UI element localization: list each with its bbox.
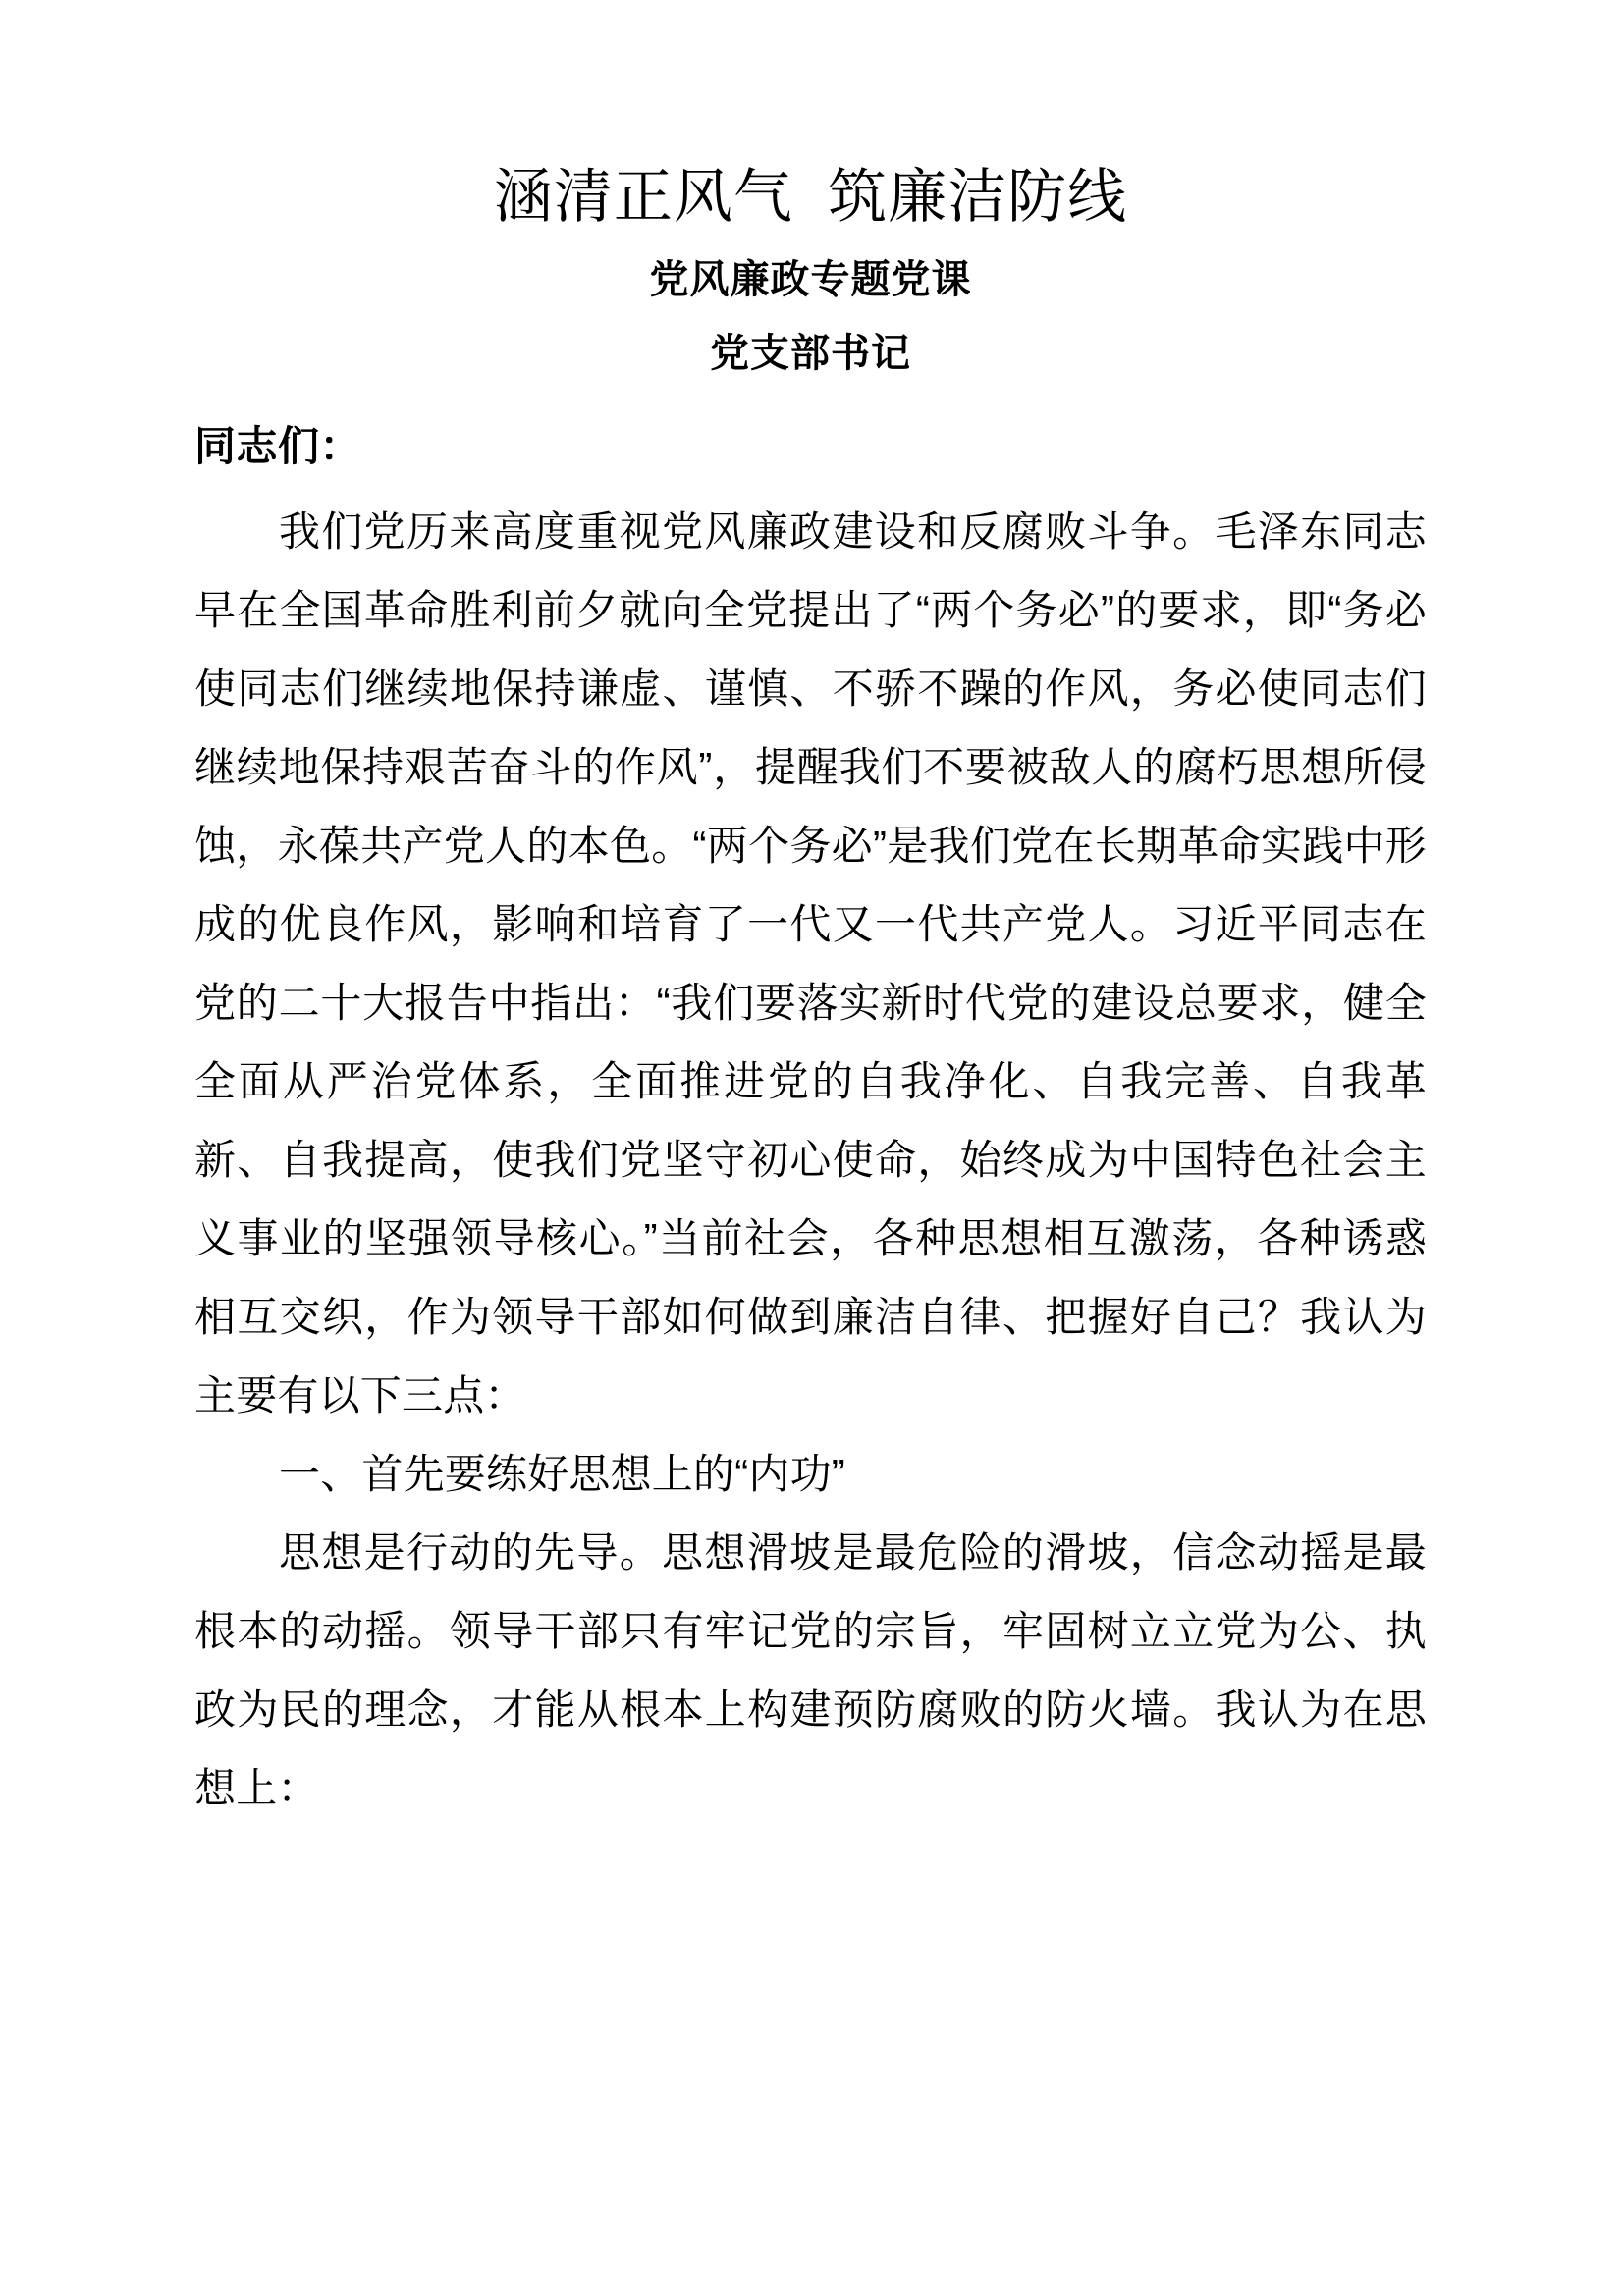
body-paragraph-intro: 我们党历来高度重视党风廉政建设和反腐败斗争。毛泽东同志早在全国革命胜利前夕就向全党提出了“两个务必”的要求，即“务必使同志们继续地保持谦虚、谨慎、不骄不躁的作风，务必使同志们继续地保持艰苦奋斗的作风”，提醒我们不要被敌人的腐朽思想所侵蚀，永葆共产党人的本色。“两个务必”是我们党在长期革命实践中形成的优良作风，影响和培育了一代又一代共产党人。习近平同志在党的二十大报告中指出：“我们要落实新时代党的建设总要求，健全全面从严治党体系，全面推进党的自我净化、自我完善、自我革新、自我提高，使我们党坚守初心使命，始终成为中国特色社会主义事业的坚强领导核心。”当前社会，各种思想相互激荡，各种诱惑相互交织，作为领导干部如何做到廉洁自律、把握好自己？我认为主要有以下三点： bbox=[194, 508, 1427, 1419]
document-subtitle-primary: 党风廉政专题党课 bbox=[649, 257, 972, 301]
section-heading-one: 一、首先要练好思想上的“内功” bbox=[279, 1451, 845, 1498]
salutation: 同志们： bbox=[194, 422, 362, 469]
document-content bbox=[194, 0, 1427, 1828]
body-paragraph-section-one: 思想是行动的先导。思想滑坡是最危险的滑坡，信念动摇是最根本的动摇。领导干部只有牢记党的宗旨，牢固树立立党为公、执政为民的理念，才能从根本上构建预防腐败的防火墙。我认为在思想上： bbox=[194, 1529, 1427, 1812]
document-subtitle-secondary: 党支部书记 bbox=[710, 331, 911, 375]
page-title: 涵清正风气 筑廉洁防线 bbox=[493, 164, 1128, 230]
